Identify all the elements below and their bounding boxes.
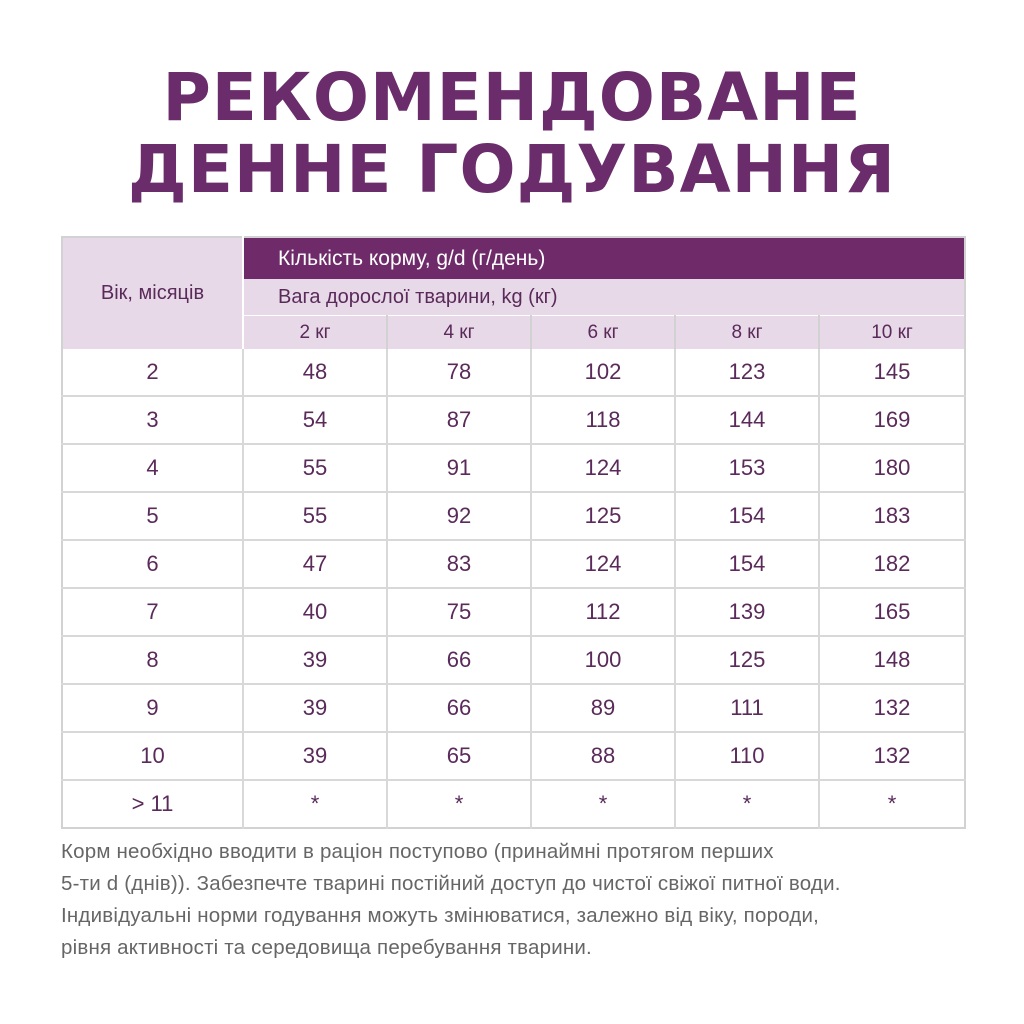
amount-cell: 39 [243, 636, 387, 684]
amount-cell: * [675, 780, 819, 828]
weight-column-header: 4 кг [387, 316, 531, 350]
note-line: 5-ти d (днів)). Забезпечте тварині постійний доступ до чистої свіжої питної води. [61, 872, 841, 895]
amount-cell: 66 [387, 684, 531, 732]
amount-cell: 83 [387, 540, 531, 588]
amount-cell: 132 [819, 732, 965, 780]
amount-cell: 100 [531, 636, 675, 684]
amount-cell: 78 [387, 349, 531, 396]
amount-cell: 165 [819, 588, 965, 636]
amount-cell: 125 [531, 492, 675, 540]
amount-cell: 48 [243, 349, 387, 396]
feeding-table [61, 236, 966, 829]
amount-header: Кількість корму, g/d (г/день) [243, 237, 965, 279]
title-line-2: ДЕННЕ ГОДУВАННЯ [128, 131, 896, 208]
amount-cell: 39 [243, 732, 387, 780]
amount-cell: 139 [675, 588, 819, 636]
amount-cell: * [531, 780, 675, 828]
amount-cell: 123 [675, 349, 819, 396]
amount-cell: 102 [531, 349, 675, 396]
amount-cell: 144 [675, 396, 819, 444]
amount-cell: 125 [675, 636, 819, 684]
feeding-note [61, 836, 961, 964]
table-row [62, 684, 965, 732]
amount-cell: 182 [819, 540, 965, 588]
weight-column-header: 8 кг [675, 316, 819, 350]
amount-cell: 124 [531, 540, 675, 588]
amount-cell: 118 [531, 396, 675, 444]
amount-cell: 132 [819, 684, 965, 732]
amount-cell: 169 [819, 396, 965, 444]
amount-cell: 110 [675, 732, 819, 780]
table-row [62, 780, 965, 828]
weight-column-header: 10 кг [819, 316, 965, 350]
amount-cell: 55 [243, 444, 387, 492]
age-cell: 3 [62, 396, 243, 444]
amount-cell: 124 [531, 444, 675, 492]
age-cell: > 11 [62, 780, 243, 828]
amount-cell: 89 [531, 684, 675, 732]
age-cell: 2 [146, 359, 159, 384]
amount-cell: 148 [819, 636, 965, 684]
note-line: Індивідуальні норми годування можуть змінюватися, залежно від віку, породи, [61, 904, 820, 927]
amount-cell: 180 [819, 444, 965, 492]
weight-header: Вага дорослої тварини, kg (кг) [243, 279, 965, 316]
amount-cell: 75 [387, 588, 531, 636]
table-row [62, 396, 965, 444]
note-line: Корм необхідно вводити в раціон поступово (принаймні протягом перших [61, 840, 774, 863]
amount-cell: 154 [675, 492, 819, 540]
amount-cell: 154 [675, 540, 819, 588]
table-row [62, 588, 965, 636]
amount-cell: 66 [387, 636, 531, 684]
page-title [0, 59, 1024, 208]
weight-column-header: 2 кг [243, 316, 387, 350]
age-cell: 10 [62, 732, 243, 780]
amount-cell: 153 [675, 444, 819, 492]
table-row [62, 540, 965, 588]
amount-cell: 47 [243, 540, 387, 588]
table-row [62, 349, 965, 396]
amount-cell: 54 [243, 396, 387, 444]
amount-cell: 111 [675, 684, 819, 732]
age-cell: 5 [62, 492, 243, 540]
amount-cell: 145 [819, 349, 965, 396]
amount-cell: * [243, 780, 387, 828]
table-body [62, 349, 965, 828]
table-row [62, 492, 965, 540]
title-line-1: РЕКОМЕНДОВАНЕ [162, 59, 862, 136]
amount-cell: 88 [531, 732, 675, 780]
age-cell: 4 [62, 444, 243, 492]
amount-cell: 39 [243, 684, 387, 732]
amount-cell: 183 [819, 492, 965, 540]
age-cell: 9 [62, 684, 243, 732]
note-line: рівня активності та середовища перебування тварини. [61, 936, 592, 959]
age-column-header: Вік, місяців [62, 237, 243, 349]
amount-cell: * [819, 780, 965, 828]
amount-cell: 55 [243, 492, 387, 540]
table-row [62, 732, 965, 780]
amount-cell: 40 [243, 588, 387, 636]
amount-cell: 65 [387, 732, 531, 780]
age-cell: 6 [62, 540, 243, 588]
table-row [62, 444, 965, 492]
amount-cell: 87 [387, 396, 531, 444]
weight-column-header: 6 кг [531, 316, 675, 350]
age-cell: 7 [62, 588, 243, 636]
amount-cell: 92 [387, 492, 531, 540]
age-cell: 8 [62, 636, 243, 684]
table-row [62, 636, 965, 684]
amount-cell: * [387, 780, 531, 828]
amount-cell: 112 [531, 588, 675, 636]
amount-cell: 91 [387, 444, 531, 492]
